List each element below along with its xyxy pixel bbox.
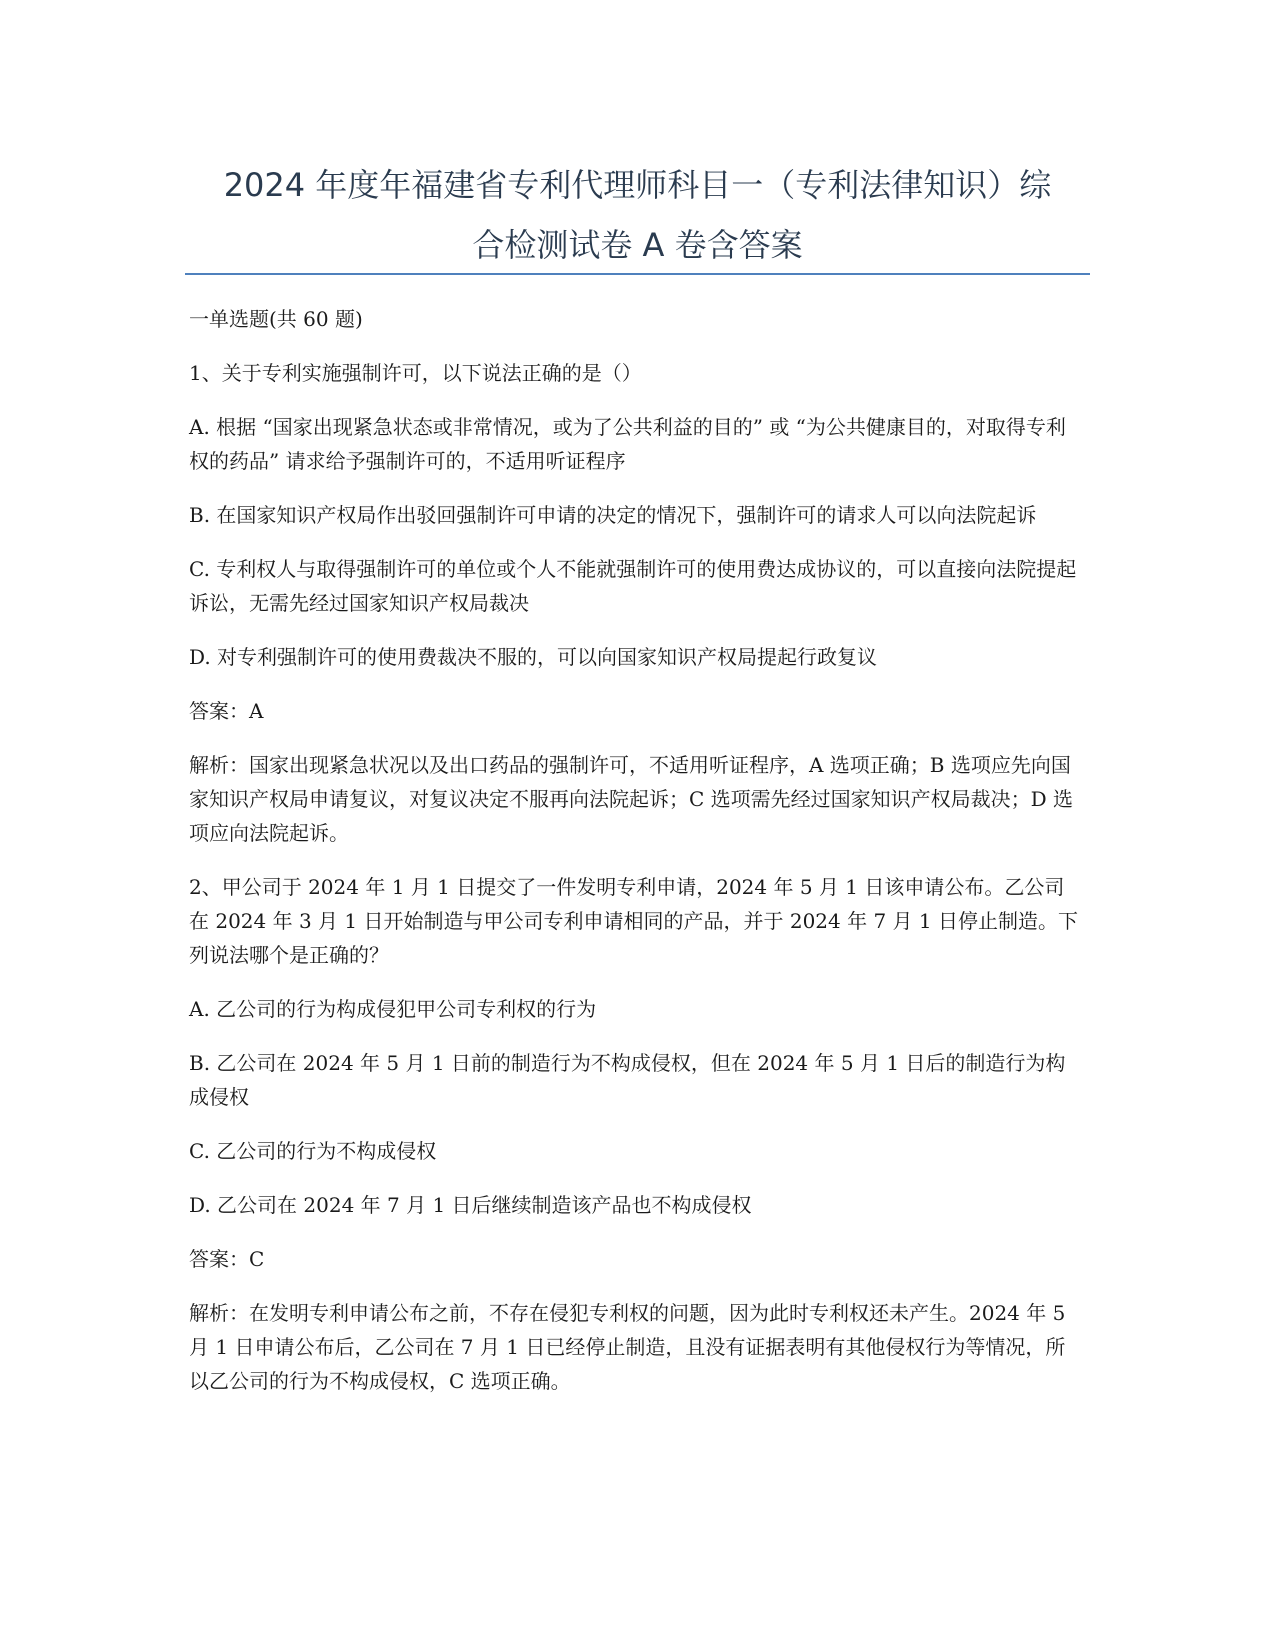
document-body: [189, 302, 1081, 1398]
document-title: [185, 155, 1090, 275]
question-2-option-d: D. 乙公司在 2024 年 7 月 1 日后继续制造该产品也不构成侵权: [189, 1193, 752, 1217]
question-2-answer: 答案：C: [189, 1247, 265, 1271]
question-2-option-b: B. 乙公司在 2024 年 5 月 1 日前的制造行为不构成侵权，但在 2024 年 5 月 1 日后的制造行为构成侵权: [189, 1051, 1066, 1109]
title-divider: [185, 273, 1090, 275]
question-1-answer: 答案：A: [189, 699, 264, 723]
title-line-2: 合检测试卷 A 卷含答案: [472, 226, 803, 264]
question-1-analysis: 解析：国家出现紧急状况以及出口药品的强制许可，不适用听证程序，A 选项正确；B 选项应先向国家知识产权局申请复议，对复议决定不服再向法院起诉；C 选项需先经过国家知识产权局裁决；D 选项应向法院起诉。: [189, 753, 1074, 845]
question-2-option-a: A. 乙公司的行为构成侵犯甲公司专利权的行为: [189, 997, 597, 1021]
question-1: [189, 356, 1081, 850]
question-1-option-a: A. 根据 “国家出现紧急状态或非常情况，或为了公共利益的目的” 或 “为公共健康目的，对取得专利权的药品” 请求给予强制许可的，不适用听证程序: [189, 415, 1066, 473]
question-1-stem: 1、关于专利实施强制许可，以下说法正确的是（）: [189, 361, 642, 385]
question-1-option-c: C. 专利权人与取得强制许可的单位或个人不能就强制许可的使用费达成协议的，可以直接向法院提起诉讼，无需先经过国家知识产权局裁决: [189, 557, 1077, 615]
question-1-option-b: B. 在国家知识产权局作出驳回强制许可申请的决定的情况下，强制许可的请求人可以向法院起诉: [189, 503, 1037, 527]
question-1-option-d: D. 对专利强制许可的使用费裁决不服的，可以向国家知识产权局提起行政复议: [189, 645, 878, 669]
question-2-option-c: C. 乙公司的行为不构成侵权: [189, 1139, 437, 1163]
question-2-stem: 2、甲公司于 2024 年 1 月 1 日提交了一件发明专利申请，2024 年 5 月 1 日该申请公布。乙公司在 2024 年 3 月 1 日开始制造与甲公司专利申请相同的产品，并于 2024 年 7 月 1 日停止制造。下列说法哪个是正确的？: [189, 875, 1078, 967]
section-heading: 一单选题(共 60 题): [189, 307, 363, 331]
question-2-analysis: 解析：在发明专利申请公布之前，不存在侵犯专利权的问题，因为此时专利权还未产生。2024 年 5 月 1 日申请公布后，乙公司在 7 月 1 日已经停止制造，且没有证据表明有其他侵权行为等情况，所以乙公司的行为不构成侵权，C 选项正确。: [189, 1301, 1066, 1393]
question-2: [189, 870, 1081, 1398]
title-line-1: 2024 年度年福建省专利代理师科目一（专利法律知识）综: [223, 166, 1052, 204]
